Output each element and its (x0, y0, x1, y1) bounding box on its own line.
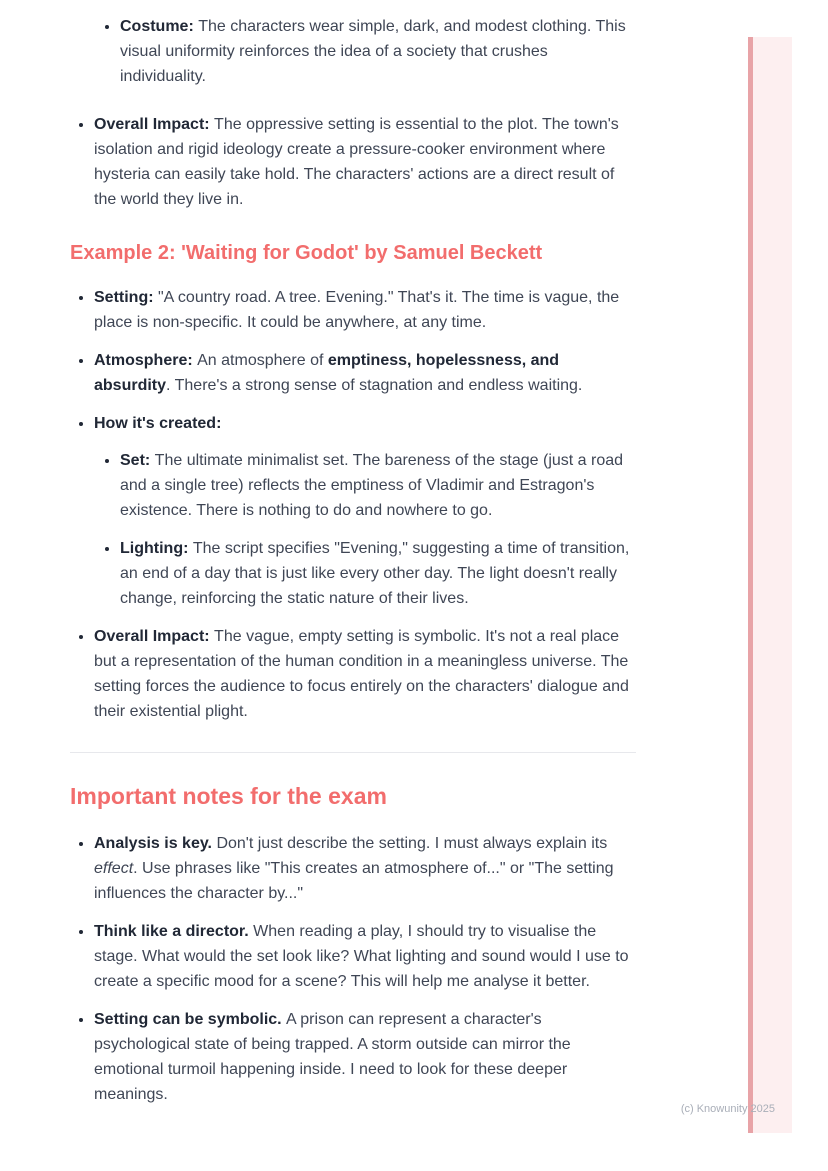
text-run: The oppressive setting is essential to the plot. The town's isolation and rigid ideology create a pressure-cooker environment where hysteria can easily take hold. The characters' actions are a direct result of the world they live in. (94, 116, 619, 208)
text-run: Don't just describe the setting. I must always explain its (216, 835, 608, 852)
text-run: "A country road. A tree. Evening." That's it. The time is vague, the place is non-specific. It could be anywhere, at any time. (94, 289, 620, 331)
bold-text: emptiness, hopelessness, and absurdity (94, 352, 560, 394)
bold-text: Set: (120, 452, 155, 469)
list-item (120, 14, 636, 89)
bullet-list (70, 112, 636, 212)
bold-text: Atmosphere: (94, 352, 198, 369)
text-run: The script specifies "Evening," suggesting a time of transition, an end of a day that is just like every other day. The light doesn't really change, reinforcing the static nature of their lives. (120, 540, 630, 607)
bold-text: Lighting: (120, 540, 193, 557)
text-run: The characters wear simple, dark, and modest clothing. This visual uniformity reinforces the idea of a society that crushes individuality. (120, 18, 626, 85)
bold-text: Setting: (94, 289, 158, 306)
list-item (94, 348, 636, 398)
right-margin-ribbon (748, 37, 792, 1133)
bold-text: Setting can be symbolic. (94, 1011, 287, 1028)
bold-text: Costume: (120, 18, 199, 35)
list-item (94, 411, 636, 611)
list-item (94, 831, 636, 906)
list-item (94, 112, 636, 212)
bold-text: Think like a director. (94, 923, 254, 940)
list-item (94, 1007, 636, 1107)
bullet-list (70, 14, 636, 89)
text-run: The vague, empty setting is symbolic. It's not a real place but a representation of the human condition in a meaningless universe. The setting forces the audience to focus entirely on the characters' dialogue and their existential plight. (94, 628, 629, 720)
list-item (94, 285, 636, 335)
list-item (94, 624, 636, 724)
bold-text: How it's created: (94, 415, 222, 432)
list-item (120, 536, 636, 611)
text-run: The ultimate minimalist set. The bareness of the stage (just a road and a single tree) reflects the emptiness of Vladimir and Estragon's existence. There is nothing to do and nowhere to go. (120, 452, 624, 519)
bullet-list (94, 448, 636, 611)
example-heading: Example 2: 'Waiting for Godot' by Samuel Beckett (70, 242, 543, 264)
bold-text: Overall Impact: (94, 116, 215, 133)
bold-text: Overall Impact: (94, 628, 215, 645)
italic-text: effect (94, 860, 134, 877)
text-run: An atmosphere of (197, 352, 328, 369)
document-content (70, 14, 636, 1130)
text-run: . Use phrases like "This creates an atmosphere of..." or "The setting influences the character by..." (94, 860, 614, 902)
text-run: When reading a play, I should try to visualise the stage. What would the set look like? What lighting and sound would I use to create a specific mood for a scene? This will help me analyse it better. (94, 923, 629, 990)
list-item (120, 448, 636, 523)
list-item (94, 919, 636, 994)
text-run: A prison can represent a character's psychological state of being trapped. A storm outside can mirror the emotional turmoil happening inside. I need to look for these deeper meanings. (94, 1011, 571, 1103)
copyright-footer: (c) Knowunity 2025 (680, 1103, 775, 1115)
section-heading: Important notes for the exam (70, 783, 387, 809)
bold-text: Analysis is key. (94, 835, 217, 852)
text-run: . There's a strong sense of stagnation and endless waiting. (166, 377, 583, 394)
bullet-list (70, 831, 636, 1107)
bullet-list (70, 285, 636, 724)
section-divider (70, 752, 636, 753)
